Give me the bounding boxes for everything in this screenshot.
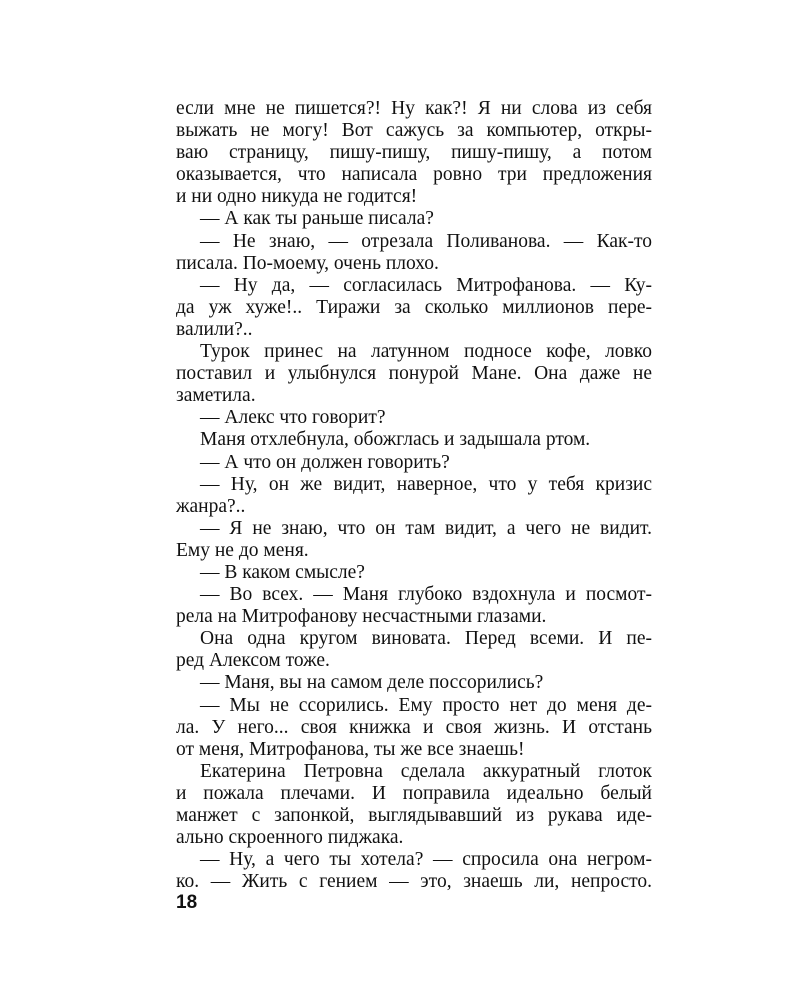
- text-line: заметила.: [176, 385, 256, 407]
- text-line: выжать не могу! Вот сажусь за компьютер, откры-: [176, 120, 652, 142]
- text-line: писала. По-моему, очень плохо.: [176, 252, 439, 274]
- text-line: Турок принес на латунном подносе кофе, ловко: [200, 341, 652, 363]
- text-line: ально скроенного пиджака.: [176, 827, 404, 849]
- text-line: от меня, Митрофанова, ты же все знаешь!: [176, 738, 525, 760]
- text-line: если мне не пишется?! Ну как?! Я ни слова из себя: [176, 98, 652, 119]
- text-line: оказывается, что написала ровно три предложения: [176, 164, 652, 186]
- text-line: — А что он должен говорить?: [200, 451, 450, 473]
- text-line: Маня отхлебнула, обожглась и задышала ртом.: [200, 429, 591, 451]
- text-line: — Во всех. — Маня глубоко вздохнула и посмот-: [200, 584, 652, 606]
- text-line: — Я не знаю, что он там видит, а чего не видит.: [200, 517, 652, 539]
- text-line: поставил и улыбнулся понурой Мане. Она даже не: [176, 363, 652, 385]
- text-line: да уж хуже!.. Тиражи за сколько миллионов пере-: [176, 296, 652, 318]
- text-line: ко. — Жить с гением — это, знаешь ли, непросто.: [176, 871, 652, 893]
- text-line: Ему не до меня.: [176, 539, 309, 561]
- text-line: — Не знаю, — отрезала Поливанова. — Как-то: [200, 230, 652, 252]
- text-line: — А как ты раньше писала?: [200, 208, 434, 230]
- text-line: Екатерина Петровна сделала аккуратный глоток: [200, 760, 652, 782]
- body-text: [176, 98, 652, 893]
- text-line: и пожала плечами. И поправила идеально белый: [176, 782, 652, 804]
- text-line: валили?..: [176, 318, 253, 340]
- text-line: — Маня, вы на самом деле поссорились?: [200, 672, 544, 694]
- text-line: рела на Митрофанову несчастными глазами.: [176, 606, 547, 628]
- text-line: ваю страницу, пишу-пишу, пишу-пишу, а потом: [176, 142, 652, 164]
- text-line: жанра?..: [176, 495, 246, 517]
- text-line: — В каком смысле?: [200, 561, 365, 583]
- text-line: — Алекс что говорит?: [200, 407, 386, 429]
- text-line: ред Алексом тоже.: [176, 650, 330, 672]
- text-line: Она одна кругом виновата. Перед всеми. И пе-: [200, 628, 652, 650]
- text-line: — Ну, а чего ты хотела? — спросила она негром-: [200, 849, 652, 871]
- text-line: и ни одно никуда не годится!: [176, 186, 418, 208]
- text-line: — Мы не ссорились. Ему просто нет до меня де-: [200, 694, 652, 716]
- text-line: ла. У него... своя книжка и своя жизнь. И отстань: [176, 716, 652, 738]
- text-line: манжет с запонкой, выглядывавший из рукава иде-: [176, 805, 652, 826]
- text-line: — Ну, он же видит, наверное, что у тебя кризис: [200, 473, 652, 495]
- page-number: 18: [176, 892, 198, 913]
- text-line: — Ну да, — согласилась Митрофанова. — Ку-: [200, 274, 652, 296]
